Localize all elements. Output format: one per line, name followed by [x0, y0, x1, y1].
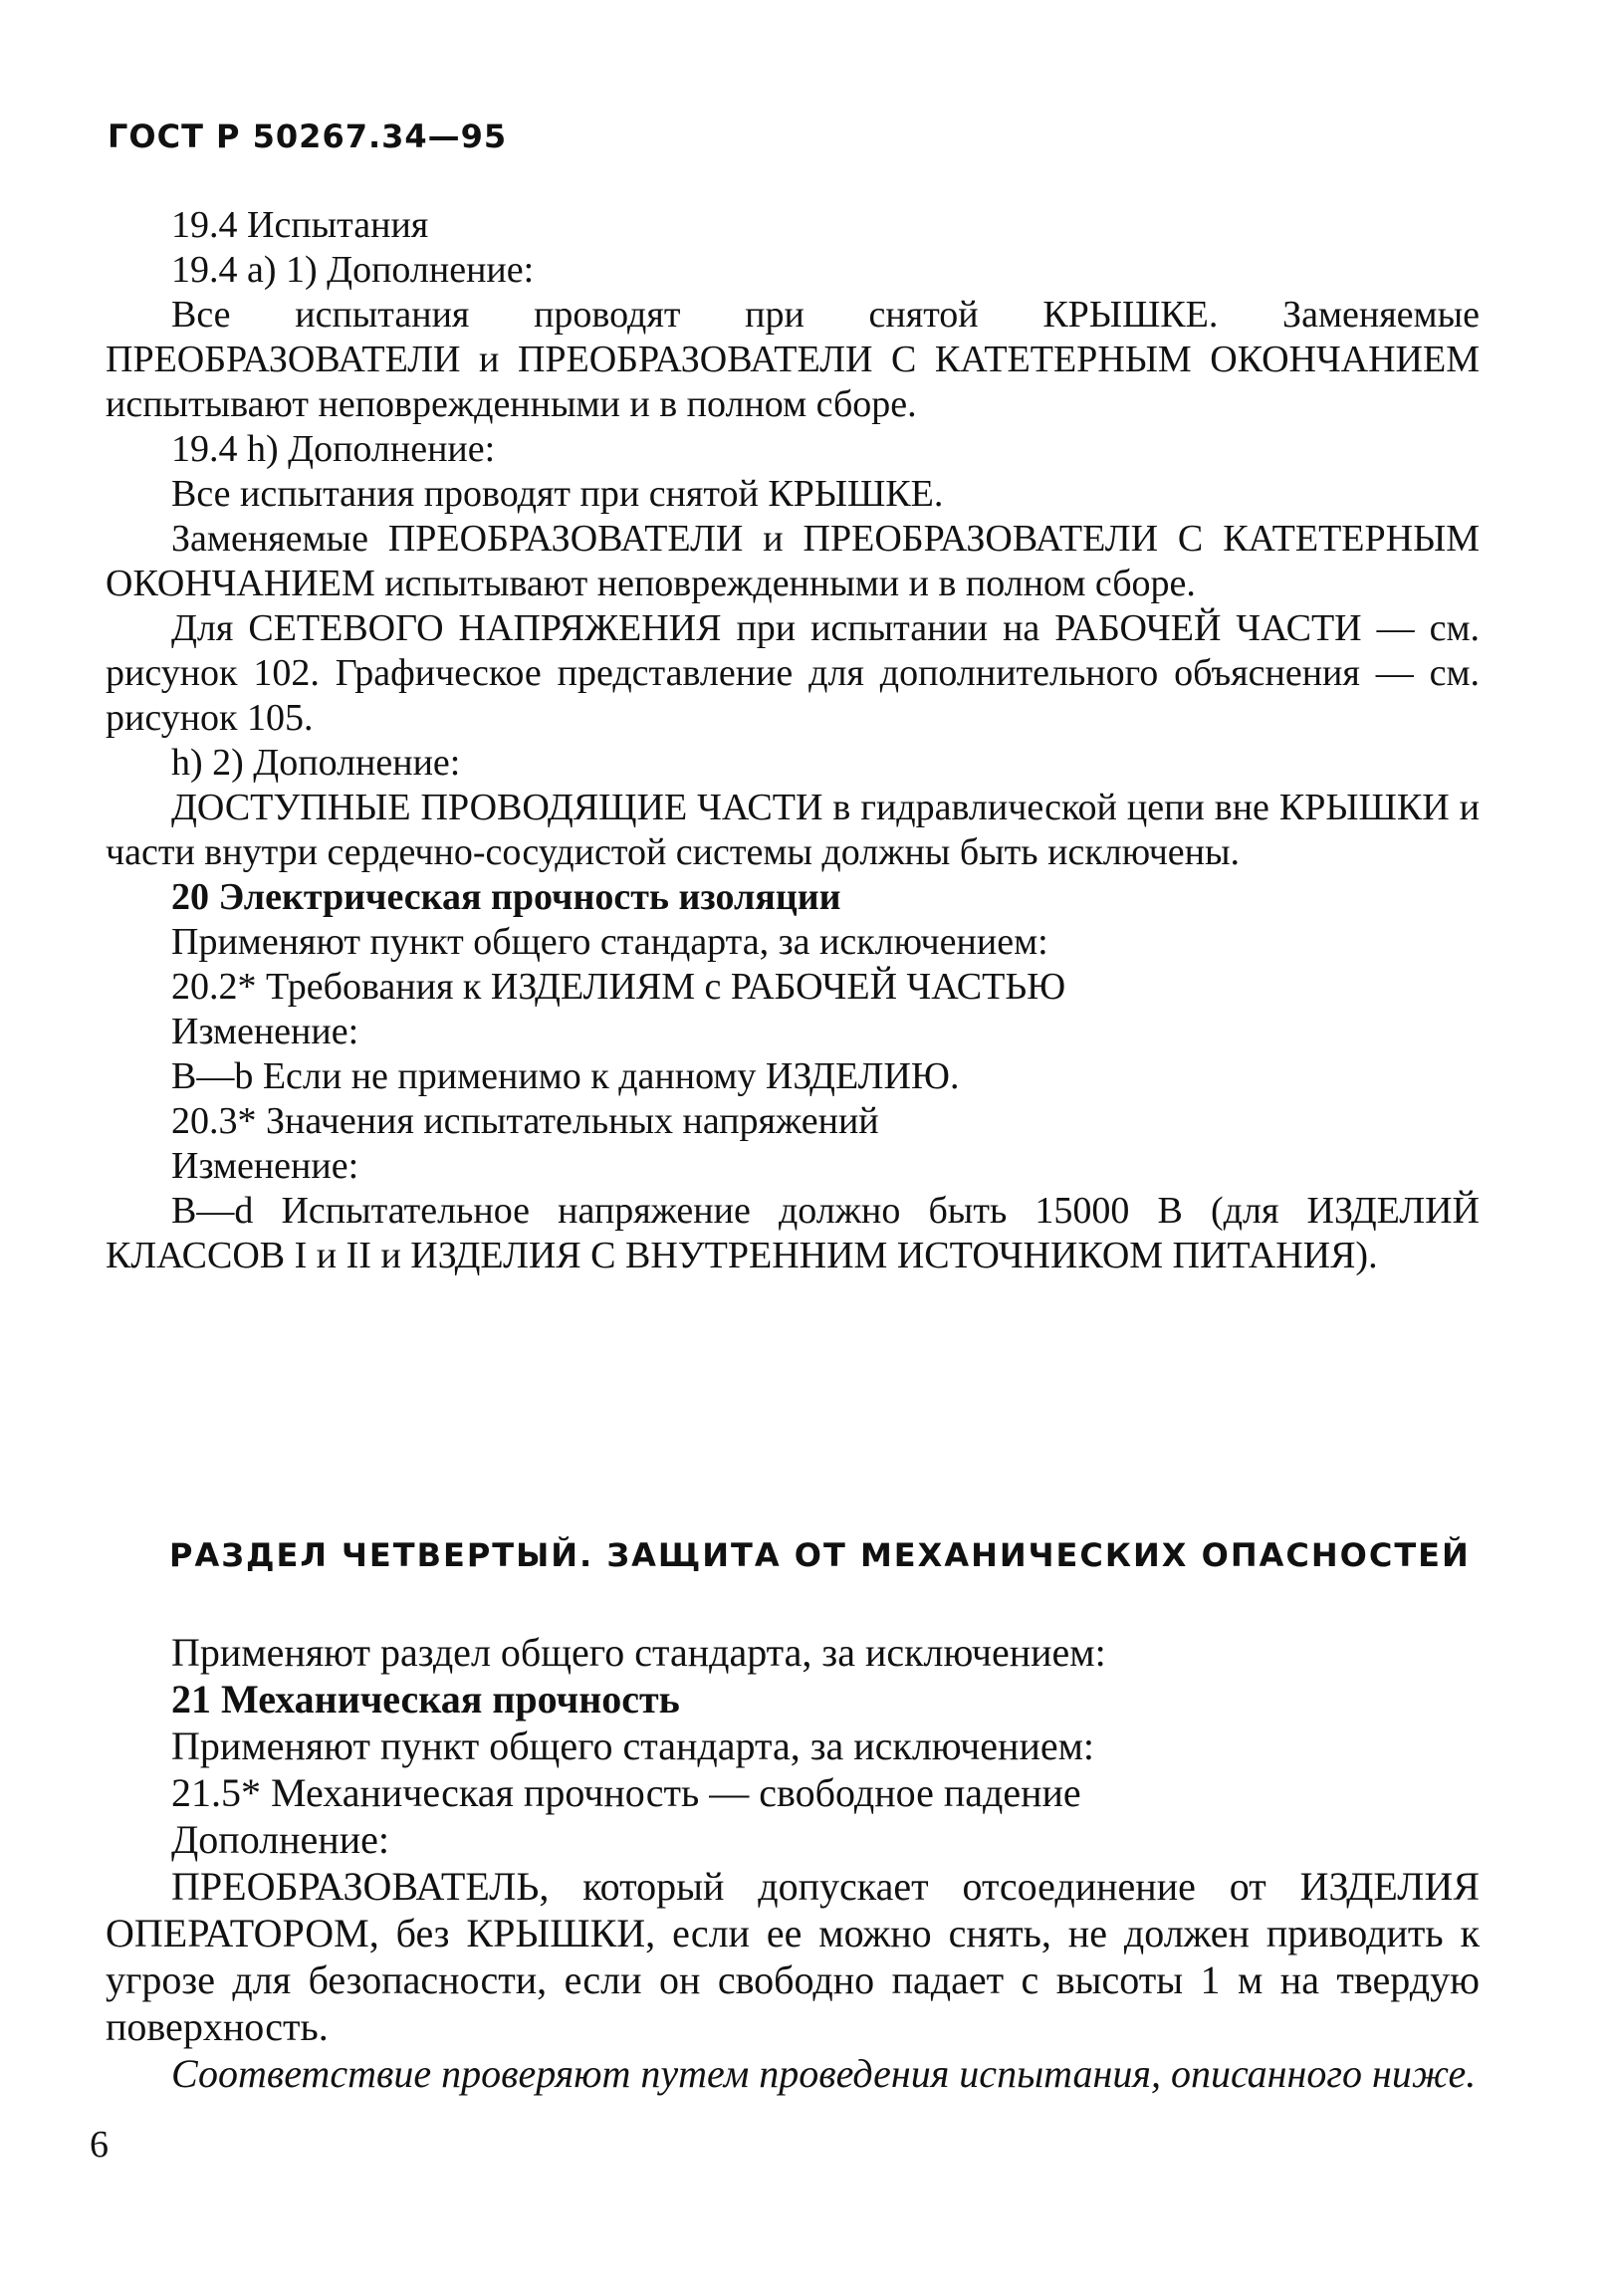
- clause-19-4-a-text: Все испытания проводят при снятой КРЫШКЕ. Заменяемые ПРЕОБРАЗОВАТЕЛИ и ПРЕОБРАЗОВАТЕЛИ С КАТЕТЕРНЫМ ОКОНЧАНИЕМ испытывают неповрежденными и в полном сборе.: [106, 294, 1480, 425]
- clause-21-5-text: ПРЕОБРАЗОВАТЕЛЬ, который допускает отсоединение от ИЗДЕЛИЯ ОПЕРАТОРОМ, без КРЫШКИ, если ее можно снять, не должен приводить к угрозе для безопасности, если он свободно падает с высоты 1 м на твердую поверхность.: [106, 1864, 1480, 2049]
- clause-19-4-h-heading: 19.4 h) Дополнение:: [171, 428, 496, 470]
- section-four-intro: Применяют раздел общего стандарта, за исключением:: [171, 1630, 1106, 1675]
- clause-20-intro: Применяют пункт общего стандарта, за исключением:: [171, 921, 1048, 963]
- clause-21-intro: Применяют пункт общего стандарта, за исключением:: [171, 1723, 1095, 1768]
- clause-19-4-h-text-1: Все испытания проводят при снятой КРЫШКЕ.: [171, 473, 944, 515]
- clause-20-2-change-label: Изменение:: [171, 1011, 359, 1052]
- clause-h-2-text: ДОСТУПНЫЕ ПРОВОДЯЩИЕ ЧАСТИ в гидравлической цепи вне КРЫШКИ и части внутри сердечно-сосудистой системы должны быть исключены.: [106, 787, 1480, 873]
- clause-20-heading: 20 Электрическая прочность изоляции: [171, 876, 841, 918]
- clause-19-4-heading: 19.4 Испытания: [171, 204, 429, 246]
- clause-h-2-heading: h) 2) Дополнение:: [171, 742, 461, 784]
- clause-20-2-text: В—b Если не применимо к данному ИЗДЕЛИЮ.: [171, 1055, 960, 1097]
- clause-21-5-compliance: Соответствие проверяют путем проведения испытания, описанного ниже.: [171, 2051, 1477, 2096]
- document-header: ГОСТ Р 50267.34—95: [108, 117, 508, 155]
- clause-20-3-change-label: Изменение:: [171, 1145, 359, 1187]
- clause-20-3-heading: 20.3* Значения испытательных напряжений: [171, 1100, 879, 1142]
- clause-21-5-add-label: Дополнение:: [171, 1817, 389, 1862]
- clause-21-5-heading: 21.5* Механическая прочность — свободное падение: [171, 1770, 1081, 1815]
- section-four-title: РАЗДЕЛ ЧЕТВЕРТЫЙ. ЗАЩИТА ОТ МЕХАНИЧЕСКИХ ОПАСНОСТЕЙ: [169, 1536, 1471, 1574]
- page-number: 6: [90, 2124, 109, 2166]
- clause-21-heading: 21 Механическая прочность: [171, 1677, 680, 1722]
- clause-19-4-h-text-3: Для СЕТЕВОГО НАПРЯЖЕНИЯ при испытании на РАБОЧЕЙ ЧАСТИ — см. рисунок 102. Графическое представление для дополнительного объяснения — см. рисунок 105.: [106, 607, 1480, 739]
- clause-19-4-a-heading: 19.4 а) 1) Дополнение:: [171, 249, 535, 291]
- section-four-text-block: [106, 1629, 1480, 2097]
- clause-20-2-heading: 20.2* Требования к ИЗДЕЛИЯМ с РАБОЧЕЙ ЧАСТЬЮ: [171, 966, 1066, 1008]
- clause-19-4-h-text-2: Заменяемые ПРЕОБРАЗОВАТЕЛИ и ПРЕОБРАЗОВАТЕЛИ С КАТЕТЕРНЫМ ОКОНЧАНИЕМ испытывают неповрежденными и в полном сборе.: [106, 518, 1480, 604]
- main-text-block: [106, 203, 1480, 1278]
- clause-20-3-text: В—d Испытательное напряжение должно быть 15000 В (для ИЗДЕЛИЙ КЛАССОВ I и II и ИЗДЕЛИЯ С ВНУТРЕННИМ ИСТОЧНИКОМ ПИТАНИЯ).: [106, 1190, 1480, 1276]
